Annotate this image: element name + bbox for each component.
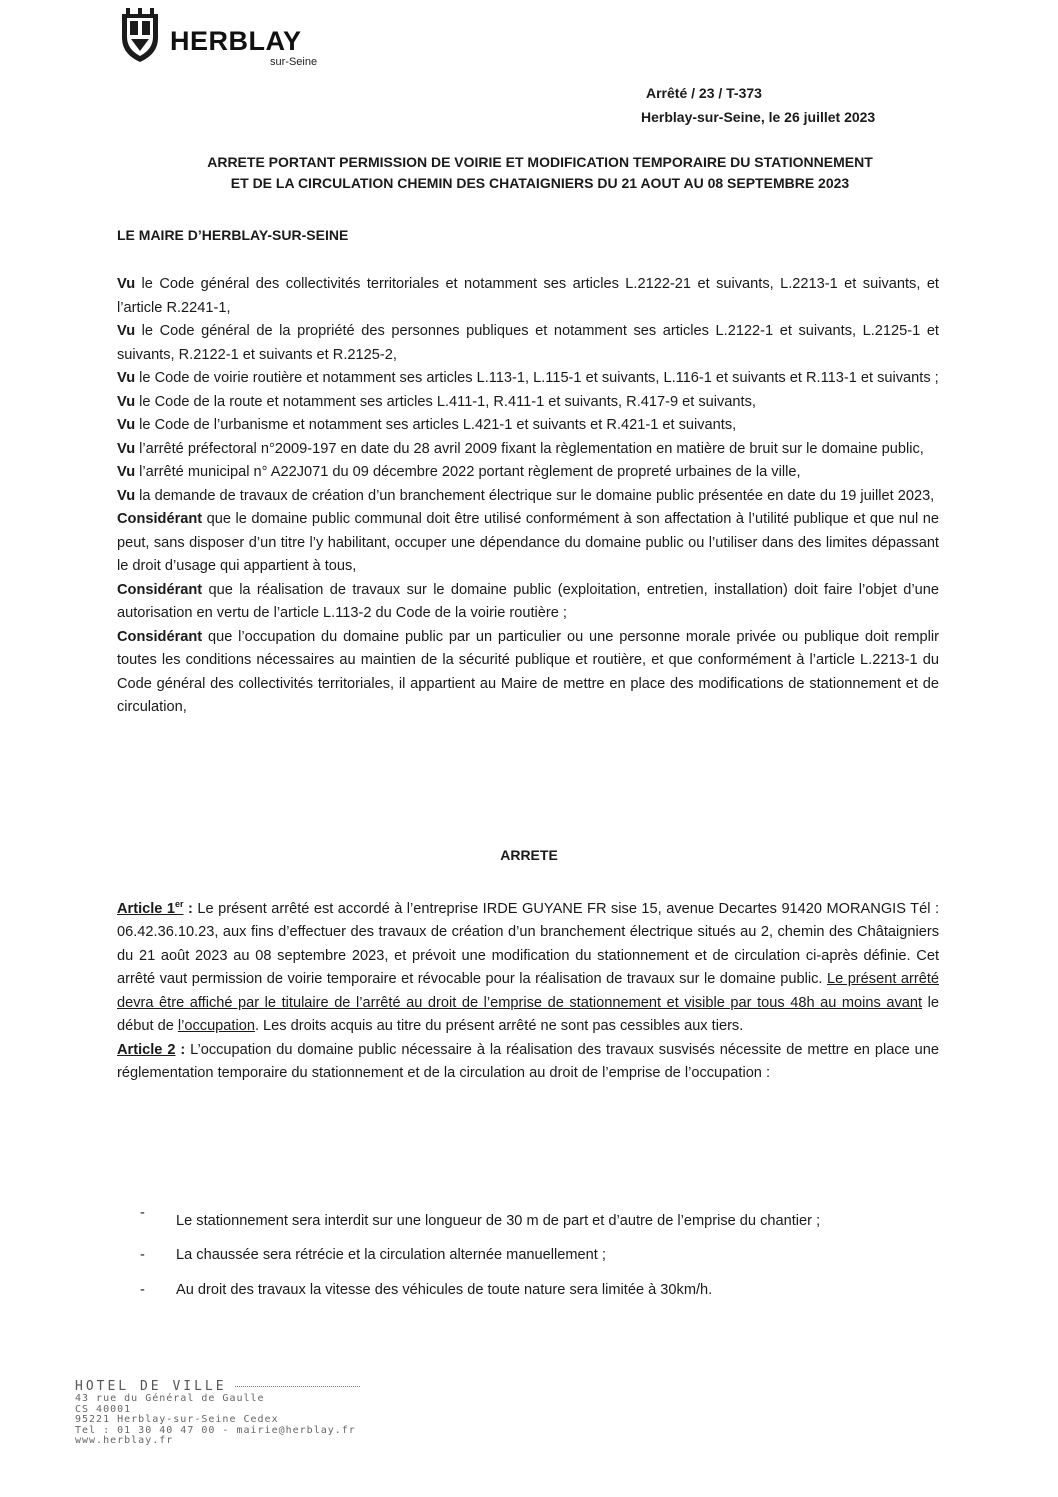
place-date: Herblay-sur-Seine, le 26 juillet 2023 (641, 109, 876, 125)
consideration-item (117, 579, 939, 626)
consideration-lead: Vu (117, 440, 136, 457)
consideration-item (117, 414, 939, 438)
consideration-item (117, 367, 939, 391)
article-2-label: Article 2 (117, 1041, 176, 1058)
consideration-lead: Considérant (117, 511, 203, 527)
consideration-text: l’arrêté municipal n° A22J071 du 09 décembre 2022 portant règlement de propreté urbaines de la ville, (135, 464, 801, 480)
consideration-lead: Considérant (117, 581, 203, 598)
consideration-item (117, 273, 939, 320)
logo-name: HERBLAY (170, 26, 302, 56)
consideration-lead: Vu (117, 417, 136, 433)
title-line-1: ARRETE PORTANT PERMISSION DE VOIRIE ET MODIFICATION TEMPORAIRE DU STATIONNEMENT (207, 154, 873, 170)
footer-line: 43 rue du Général de Gaulle (75, 1393, 265, 1404)
article-2-colon: : (175, 1041, 186, 1058)
title-line-2: ET DE LA CIRCULATION CHEMIN DES CHATAIGNIERS DU 21 AOUT AU 08 SEPTEMBRE 2023 (230, 175, 850, 191)
consideration-lead: Vu (117, 487, 136, 504)
consideration-lead: Considérant (117, 628, 203, 645)
footer-line: CS 40001 (75, 1403, 132, 1415)
list-item: - Au droit des travaux la vitesse des véhicules de toute nature sera limitée à 30km/h. (140, 1282, 713, 1298)
consideration-text: la demande de travaux de création d’un branchement électrique sur le domaine public présentée en date du 19 juillet 2023, (135, 487, 935, 504)
consideration-text: le Code de l’urbanisme et notamment ses articles L.421-1 et suivants et R.421-1 et suivants, (135, 417, 737, 433)
consideration-text: que l’occupation du domaine public par un particulier ou une personne morale privée ou publique doit remplir toutes les conditions nécessaires au maintien de la sécurité publique et routière, et que conformément à l’article L.2213-1 du Code général des collectivités territoriales, il appartient au Maire de mettre en place des modifications de stationnement et de circulation, (117, 628, 939, 715)
consideration-lead: Vu (117, 393, 136, 410)
mayor-heading: LE MAIRE D’HERBLAY-SUR-SEINE (117, 227, 349, 243)
footer-line: Tel : 01 30 40 47 00 - mairie@herblay.fr (75, 1424, 356, 1436)
consideration-text: le Code général de la propriété des personnes publiques et notamment ses articles L.2122-1 et suivants, L.2125-1 et suivants, R.2122-1 et suivants et R.2125-2, (117, 323, 939, 363)
arrete-heading: ARRETE (500, 847, 558, 863)
decree-reference: Arrêté / 23 / T-373 (646, 85, 762, 101)
consideration-lead: Vu (117, 276, 136, 292)
list-item: - La chaussée sera rétrécie et la circulation alternée manuellement ; (140, 1247, 606, 1263)
article-1-display-notice: Le présent arrêté devra être affiché par le titulaire de l’arrêté au droit de l’emprise de stationnement et visible par tous 48h au moins avant (117, 971, 939, 1011)
consideration-lead: Vu (117, 370, 136, 386)
footer-line: 95221 Herblay-sur-Seine Cedex (75, 1414, 279, 1425)
consideration-text: le Code de voirie routière et notamment ses articles L.113-1, L.115-1 et suivants, L.116-1 et suivants et R.113-1 et suivants ; (135, 370, 939, 386)
document-title (100, 152, 980, 194)
footer-line: www.herblay.fr (75, 1435, 174, 1446)
footer-address (75, 1380, 360, 1447)
consideration-text: que le domaine public communal doit être utilisé conformément à son affectation à l’utilité publique et que nul ne peut, sans disposer d’un titre l’y habilitant, occuper une dépendance du domaine public ou l’utiliser dans des limites dépassant le droit d’usage qui appartient à tous, (117, 511, 939, 574)
consideration-item (117, 461, 939, 485)
article-1-occupation: l’occupation (177, 1018, 255, 1035)
consideration-item (117, 320, 939, 367)
consideration-item (117, 391, 939, 415)
consideration-lead: Vu (117, 323, 136, 339)
herblay-logo (118, 8, 328, 70)
consideration-text: le Code de la route et notamment ses articles L.411-1, R.411-1 et suivants, R.417-9 et suivants, (135, 393, 756, 410)
article-2 (117, 1039, 939, 1086)
consideration-lead: Vu (117, 464, 136, 480)
consideration-item (117, 626, 939, 720)
consideration-item (117, 485, 939, 509)
city-crest-icon (118, 8, 162, 64)
consideration-text: que la réalisation de travaux sur le domaine public (exploitation, entretien, installation) doit faire l’objet d’une autorisation en vertu de l’article L.113-2 du Code de la voirie routière ; (117, 581, 939, 621)
considerations-block (117, 273, 939, 720)
article-1-colon: : (183, 900, 193, 917)
articles-block (117, 893, 939, 1086)
article-1-text-c: . Les droits acquis au titre du présent arrêté ne sont pas cessibles aux tiers. (254, 1018, 744, 1035)
footer-title: HOTEL DE VILLE (75, 1380, 360, 1394)
consideration-text: le Code général des collectivités territoriales et notamment ses articles L.2122-21 et suivants, L.2213-1 et suivants, et l’article R.2241-1, (117, 276, 939, 316)
article-1 (117, 893, 939, 1039)
measures-list (140, 1205, 940, 1298)
consideration-text: l’arrêté préfectoral n°2009-197 en date du 28 avril 2009 fixant la règlementation en matière de bruit sur le domaine public, (135, 440, 924, 457)
logo-subtitle: sur-Seine (270, 56, 318, 68)
list-item: - Le stationnement sera interdit sur une longueur de 30 m de part et d’autre de l’emprise du chantier ; (140, 1205, 821, 1229)
article-1-label: Article 1er (117, 899, 184, 917)
consideration-item (117, 438, 939, 462)
consideration-item (117, 508, 939, 579)
footer-divider (235, 1386, 360, 1387)
article-1-text-b: le début de (117, 994, 939, 1035)
article-1-text: Le présent arrêté est accordé à l’entreprise IRDE GUYANE FR sise 15, avenue Decartes 91420 MORANGIS Tél : 06.42.36.10.23, aux fins d’effectuer des travaux de création d’un branchement électrique situés au 2, chemin des Châtaigniers du 21 août 2023 au 08 septembre 2023, et prévoit une modification du stationnement et de circulation ci-après définie. Cet arrêté vaut permission de voirie temporaire et révocable pour la réalisation de travaux sur le domaine public. (117, 900, 939, 988)
article-2-text: L’occupation du domaine public nécessaire à la réalisation des travaux susvisés nécessite de mettre en place une réglementation temporaire du stationnement et de la circulation au droit de l’emprise de l’occupation : (117, 1041, 940, 1082)
